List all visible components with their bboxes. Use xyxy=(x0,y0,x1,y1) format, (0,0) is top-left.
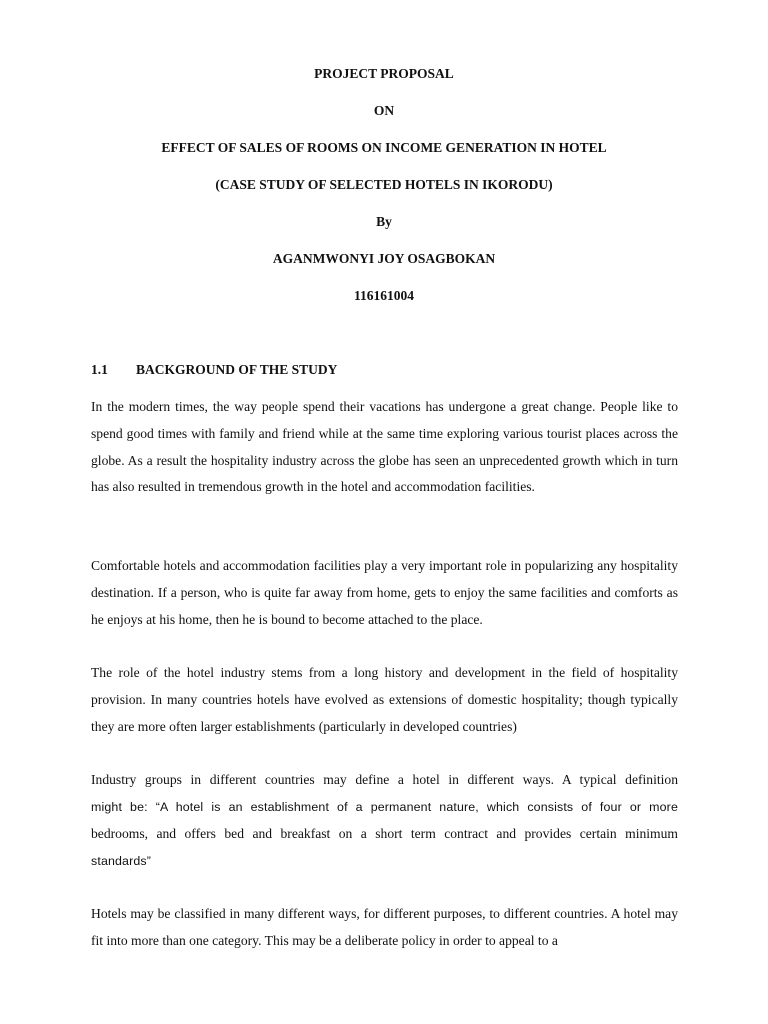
paragraph-4-continued: bedrooms, and offers bed and breakfast on a short term contract and provides certain minimum xyxy=(91,826,678,841)
paragraph-2: Comfortable hotels and accommodation facilities play a very important role in popularizing any hospitality destination. If a person, who is quite far away from home, gets to enjoy the same facilities and comforts as he enjoys at his home, then he is bound to become attached to the place. xyxy=(91,558,678,627)
document-title-line-2: ON xyxy=(373,103,395,118)
document-title-line-3: EFFECT OF SALES OF ROOMS ON INCOME GENERATION IN HOTEL xyxy=(161,140,607,155)
paragraph-1: In the modern times, the way people spend their vacations has undergone a great change. People like to spend good times with family and friend while at the same time exploring various tourist places across the globe. As a result the hospitality industry across the globe has seen an unprecedented growth which in turn has also resulted in tremendous growth in the hotel and accommodation facilities. xyxy=(91,399,678,495)
document-title-line-4: (CASE STUDY OF SELECTED HOTELS IN IKORODU) xyxy=(215,177,553,192)
document-title-line-1: PROJECT PROPOSAL xyxy=(314,66,454,81)
section-title: BACKGROUND OF THE STUDY xyxy=(136,362,338,377)
paragraph-4-intro: Industry groups in different countries may define a hotel in different ways. A typical definition xyxy=(91,772,678,787)
paragraph-3: The role of the hotel industry stems from a long history and development in the field of hospitality provision. In many countries hotels have evolved as extensions of domestic hospitality; though typically they are more often larger establishments (particularly in developed countries) xyxy=(91,665,678,734)
document-title-by: By xyxy=(376,214,392,229)
author-id-number: 116161004 xyxy=(353,288,414,303)
paragraph-4-quote: might be: “A hotel is an establishment of a permanent nature, which consists of four or more xyxy=(91,800,678,814)
section-heading xyxy=(91,362,337,378)
section-number: 1.1 xyxy=(91,362,108,377)
author-name: AGANMWONYI JOY OSAGBOKAN xyxy=(272,251,496,266)
paragraph-4-end: standards” xyxy=(91,854,152,868)
paragraph-5: Hotels may be classified in many different ways, for different purposes, to different countries. A hotel may fit into more than one category. This may be a deliberate policy in order to appeal to a xyxy=(91,906,678,948)
